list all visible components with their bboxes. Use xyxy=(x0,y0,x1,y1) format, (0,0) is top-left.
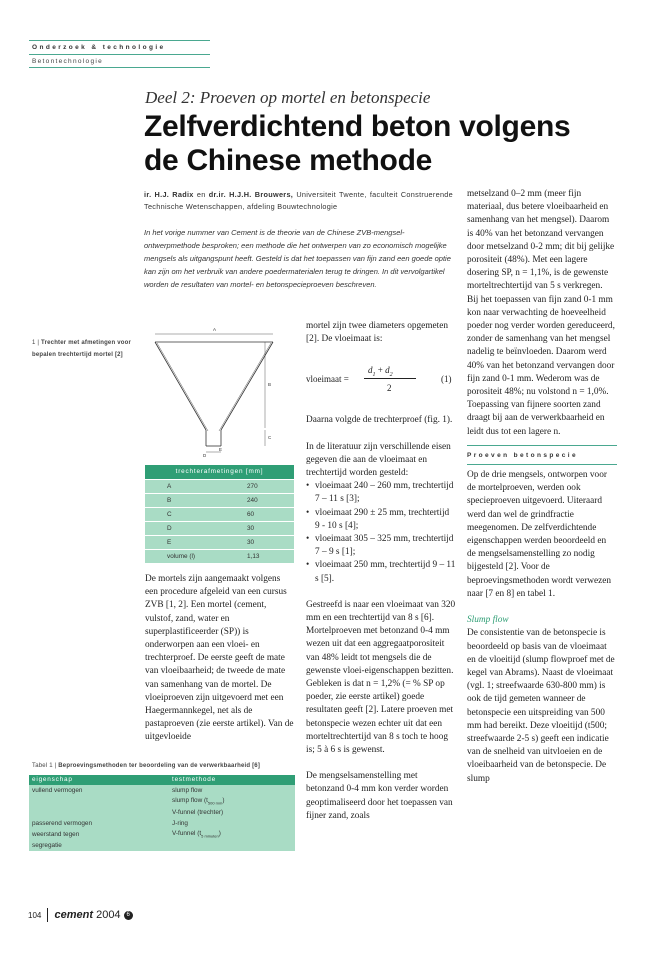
header-rule-bottom xyxy=(29,67,210,68)
table-row xyxy=(29,807,295,818)
page-number: 104 xyxy=(28,910,42,920)
table-1-col1-header: eigenschap xyxy=(32,776,73,783)
dimension-key: E xyxy=(167,539,172,546)
eq-plus: + xyxy=(377,365,383,376)
title-line-2: de Chinese methode xyxy=(144,144,432,177)
table-number: 1 xyxy=(49,763,53,769)
table-row xyxy=(145,535,294,549)
method-text: slump flow (t xyxy=(172,797,208,805)
col3-p2: Bij het toepassen van fijn zand 0-1 mm kon naar verwachting de hoeveelheid poeder nog verder worden gereduceerd, zonder de samenhang van het mengsel nadelig te beïnvloeden. Daarom werd 40% van het betonzand vervangen door fijn zand 0-1 mm. Wederom was de porositeit 48%; nu volstond n = 1,0%. xyxy=(467,294,615,398)
method-cell xyxy=(169,797,295,805)
table-number-label: Tabel xyxy=(32,763,50,769)
intro-paragraph: In het vorige nummer van Cement is de theorie van de Chinese ZVB-mengsel-ontwerpmethode besproken; een methode die het ontwerpen van zo economisch mogelijke mengsels als uitgangspunt heeft. Gesteld is dat het toepassen van fijn zand een goede optie kan zijn om het verbruik van andere poedermaterialen terug te dringen. In dit vervolgartikel worden de resultaten van mortel- en betonspecieproeven beschreven. xyxy=(144,228,451,289)
col1-paragraph: De mortels zijn aangemaakt volgens een procedure afgeleid van een cursus ZVB [1, 2]. Een mortel (cement, vulstof, zand, water en superplastificeerder (SP)) is onderworpen aan een vloei- en trechterproef. De eerste geeft de mate van vloeibaarheid; de tweede de mate van samenhang van de mortel. De vloeiproeven zijn uitgevoerd met een Haegermannkegel, net als de pastaproeven (zie eerste artikel). Van de uitgevloeide xyxy=(145,574,294,743)
method-close: ) xyxy=(222,797,225,805)
equation-label: vloeimaat = xyxy=(306,374,349,385)
method-cell xyxy=(169,787,295,794)
col3-p3: Toepassing van fijnere soorten zand draagt bij aan de verwerkbaarheid en leidt dus tot een lagere n. xyxy=(467,400,605,437)
section-label: Onderzoek & technologie xyxy=(32,44,166,51)
equation-number: (1) xyxy=(441,374,452,385)
figure-1-caption: 1 | Trechter met afmetingen voor bepalen trechtertijd mortel [2] xyxy=(32,340,132,358)
dimension-value: 1,13 xyxy=(247,553,260,560)
eq-d2: d xyxy=(385,365,390,376)
method-text: J-ring xyxy=(172,820,188,827)
property-cell: segregatie xyxy=(32,842,62,849)
table-1-header xyxy=(29,775,295,785)
col3-p4: Op de drie mengsels, ontworpen voor de mortelproeven, werden ook specieproeven uitgevoerd. Uiteraard werd dan wel de grindfractie meegenomen. De zelfverdichtende eigenschappen werden beoordeeld en de mengselsamenstelling zo nodig bijgesteld [2]. Voor de beproevingsmethoden wordt verwezen naar [7 en 8] en tabel 1. xyxy=(467,470,612,599)
col2-p2: Daarna volgde de trechterproef (fig. 1). xyxy=(306,415,453,426)
section-heading: Proeven betonspecie xyxy=(467,445,617,465)
author-2: dr.ir. H.J.H. Brouwers, xyxy=(208,190,294,199)
dimension-value: 30 xyxy=(247,539,255,546)
dimension-key: B xyxy=(167,497,172,504)
property-cell: passerend vermogen xyxy=(32,820,93,827)
label-c: C xyxy=(268,435,272,440)
eq-sub1: 1 xyxy=(372,372,376,379)
author-1: ir. H.J. Radix xyxy=(144,190,194,199)
col2-p4: Gestreefd is naar een vloeimaat van 320 mm en een trechtertijd van 8 s [6]. Mortelproeven met betonzand 0-4 mm wezen uit dat een aggregaatporositeit van 48% leidt tot mengsels die de gewenste vloei-eigenschappen bezitten. Gebleken is dat n = 1,2% (= % SP op poeder, zie eerste artikel) goede resultaten geeft [2]. Latere proeven met betonspecie wezen echter uit dat een morteltrechtertijd van 8 s toch te hoog is; 5 à 6 s is gewenst. xyxy=(306,599,456,756)
list-item: • vloeimaat 305 – 325 mm, trechtertijd 7 – 9 s [1]; xyxy=(306,533,456,559)
funnel-inner-left xyxy=(157,343,208,431)
magazine-name: cement xyxy=(54,908,94,921)
requirements-list xyxy=(306,480,456,586)
figure-caption-text: Trechter met afmetingen voor bepalen trechtertijd mortel [2] xyxy=(32,340,132,358)
dimension-value: 30 xyxy=(247,525,255,532)
table-row xyxy=(145,549,294,563)
dimension-value: 60 xyxy=(247,511,255,518)
table-row xyxy=(29,829,295,840)
label-a: A xyxy=(213,327,217,332)
table-caption-text: Beproevingsmethoden ter beoordeling van de verwerkbaarheid [6] xyxy=(58,763,261,769)
affiliation: Universiteit Twente, faculteit Construerende Technische Wetenschappen, afdeling Bouwtechnologie xyxy=(144,190,454,211)
label-e: E xyxy=(219,447,223,452)
eq-sub2: 2 xyxy=(389,372,393,379)
dimension-key: D xyxy=(167,525,172,532)
equation-numerator xyxy=(368,364,393,382)
method-subscript: 500 mm xyxy=(207,800,223,806)
funnel-right-side xyxy=(221,342,273,430)
col3-p1: metselzand 0–2 mm (meer fijn materiaal, dus betere vloeibaarheid en samenhang van het mengsel). Daarom is 40% van het betonzand vervangen door metselzand 0-2 mm; dit bij gelijke porositeit (48%). Met een lagere dosering SP, n = 1,1%, is de gewenste morteltrechtertijd van 5 s verkregen. xyxy=(467,189,615,292)
list-item: • vloeimaat 250 mm, trechtertijd 9 – 11 s [5]. xyxy=(306,559,456,585)
figure-number: 1 xyxy=(32,340,36,346)
article-subtitle: Deel 2: Proeven op mortel en betonspecie xyxy=(145,88,431,107)
table-row xyxy=(29,785,295,796)
col2-p5: De mengselsamenstelling met betonzand 0-4 mm kon verder worden geoptimaliseerd door het toepassen van fijner zand, zoals xyxy=(306,771,453,821)
table-1-col2-header: testmethode xyxy=(172,776,216,783)
table-row xyxy=(29,840,295,851)
dimension-key: A xyxy=(167,483,172,490)
subsection-label: Betontechnologie xyxy=(32,58,104,65)
table-row xyxy=(145,493,294,507)
dimensions-table xyxy=(145,465,294,563)
property-cell: weerstand tegen xyxy=(32,831,80,838)
dimension-value: 270 xyxy=(247,483,258,490)
header-rule-top xyxy=(29,40,210,41)
equation-fraction-bar xyxy=(364,378,416,379)
method-text: V-funnel (t xyxy=(172,830,202,838)
dimension-key: volume (l) xyxy=(167,553,196,560)
issue-badge: 6 xyxy=(124,911,133,920)
equation-denominator: 2 xyxy=(387,383,392,394)
col3-p5: De consistentie van de betonspecie is beoordeeld op basis van de vloeimaat en de vloeitijd (slump flowproef met de kegel van Abrams). Naast de vloeimaat (vgl. 1; streefwaarde 630-800 mm) is ook de tijd gemeten wanneer de betonspecie een uitspreiding van 500 mm had bereikt. Deze vloeitijd (t500; streefwaarde 2-5 s) geeft een indicatie van de snelheid van uitvloeien en de vloeibaarheid van de betonspecie. De slump xyxy=(467,628,615,784)
column-2-text xyxy=(306,320,456,836)
title-line-1: Zelfverdichtend beton volgens xyxy=(144,110,571,143)
col2-p3: In de literatuur zijn verschillende eisen gegeven die aan de vloeimaat en trechtertijd worden gesteld: xyxy=(306,441,451,479)
authors xyxy=(144,189,453,213)
list-item: • vloeimaat 240 – 260 mm, trechtertijd 7 – 11 s [3]; xyxy=(306,480,456,506)
dimensions-table-header: trechterafmetingen [mm] xyxy=(145,465,294,479)
table-row xyxy=(29,818,295,829)
table-1 xyxy=(29,775,295,851)
header-rule-mid xyxy=(29,54,210,55)
magazine-year: 2004 xyxy=(96,908,121,921)
table-row xyxy=(29,796,295,807)
funnel-inner-right xyxy=(219,343,271,431)
authors-and: en xyxy=(196,190,206,199)
list-item: • vloeimaat 290 ± 25 mm, trechtertijd 9 - 10 s [4]; xyxy=(306,507,456,533)
method-close: ) xyxy=(218,830,221,838)
funnel-drawing xyxy=(145,324,277,459)
eq-d1: d xyxy=(368,365,373,376)
table-row xyxy=(145,521,294,535)
method-cell xyxy=(169,820,295,827)
column-3-text xyxy=(467,188,617,799)
subheading-slump-flow: Slump flow xyxy=(467,615,509,626)
table-1-caption: Tabel 1 | Beproevingsmethoden ter beoordeling van de verwerkbaarheid [6] xyxy=(32,763,261,769)
dimension-key: C xyxy=(167,511,172,518)
table-row xyxy=(145,479,294,493)
method-text: V-funnel (trechter) xyxy=(172,809,224,816)
method-cell xyxy=(169,830,295,838)
dimension-value: 240 xyxy=(247,497,258,504)
property-cell: vullend vermogen xyxy=(32,787,83,794)
method-cell xyxy=(169,809,295,816)
page-footer xyxy=(28,908,133,922)
label-b: B xyxy=(268,382,272,387)
funnel-left-side xyxy=(155,342,206,430)
article-title xyxy=(144,110,570,178)
equation-1 xyxy=(306,359,456,399)
col2-p1: mortel zijn twee diameters opgemeten [2]. De vloeimaat is: xyxy=(306,321,448,345)
table-row xyxy=(145,507,294,521)
label-d: D xyxy=(203,453,207,458)
method-subscript: 5 minuten xyxy=(201,833,219,839)
method-text: slump flow xyxy=(172,787,203,794)
column-1-text xyxy=(145,573,295,758)
footer-divider xyxy=(47,908,48,922)
